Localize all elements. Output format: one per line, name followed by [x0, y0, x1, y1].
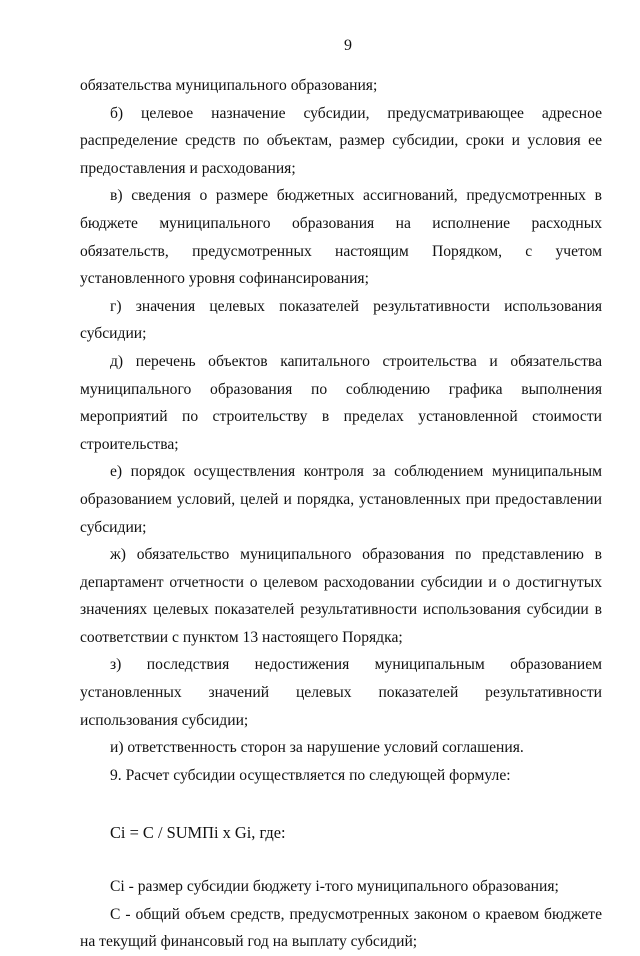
paragraph-item-b: б) целевое назначение субсидии, предусматривающее адресное распределение средств по объектам, размер субсидии, сроки и условия ее предоставления и расходования; — [80, 104, 602, 177]
subsidy-formula: Ci = C / SUMПi x Gi, где: — [110, 823, 286, 843]
paragraph-item-d: д) перечень объектов капитального строительства и обязательства муниципального образования по соблюдению графика выполнения мероприятий по строительству в пределах установленной стоимости строительства; — [80, 352, 602, 453]
paragraph-definition-ci: Ci - размер субсидии бюджету i-того муниципального образования; — [110, 878, 559, 896]
paragraph-definition-c: С - общий объем средств, предусмотренных законом о краевом бюджете на текущий финансовый год на выплату субсидий; — [80, 905, 602, 951]
paragraph-continuation: обязательства муниципального образования; — [80, 77, 378, 94]
paragraph-item-i: и) ответственность сторон за нарушение условий соглашения. — [110, 739, 524, 757]
paragraph-item-v: в) сведения о размере бюджетных ассигнований, предусмотренных в бюджете муниципального образования на исполнение расходных обязательств, предусмотренных настоящим Порядком, с учетом установленного уровня софинансирования; — [80, 187, 602, 288]
page-number: 9 — [344, 37, 352, 54]
paragraph-item-e: е) порядок осуществления контроля за соблюдением муниципальным образованием условий, целей и порядка, установленных при предоставлении субсидии; — [80, 463, 602, 536]
paragraph-item-z: з) последствия недостижения муниципальным образованием установленных значений целевых показателей результативности использования субсидии; — [80, 656, 602, 729]
paragraph-item-g: г) значения целевых показателей результативности использования субсидии; — [80, 297, 602, 343]
paragraph-section-9: 9. Расчет субсидии осуществляется по следующей формуле: — [110, 766, 511, 784]
paragraph-item-zh: ж) обязательство муниципального образования по представлению в департамент отчетности о целевом расходовании субсидии и о достигнутых значениях целевых показателей результативности использования субсидии в соответствии с пунктом 13 настоящего Порядка; — [80, 546, 602, 646]
document-page — [80, 36, 602, 951]
